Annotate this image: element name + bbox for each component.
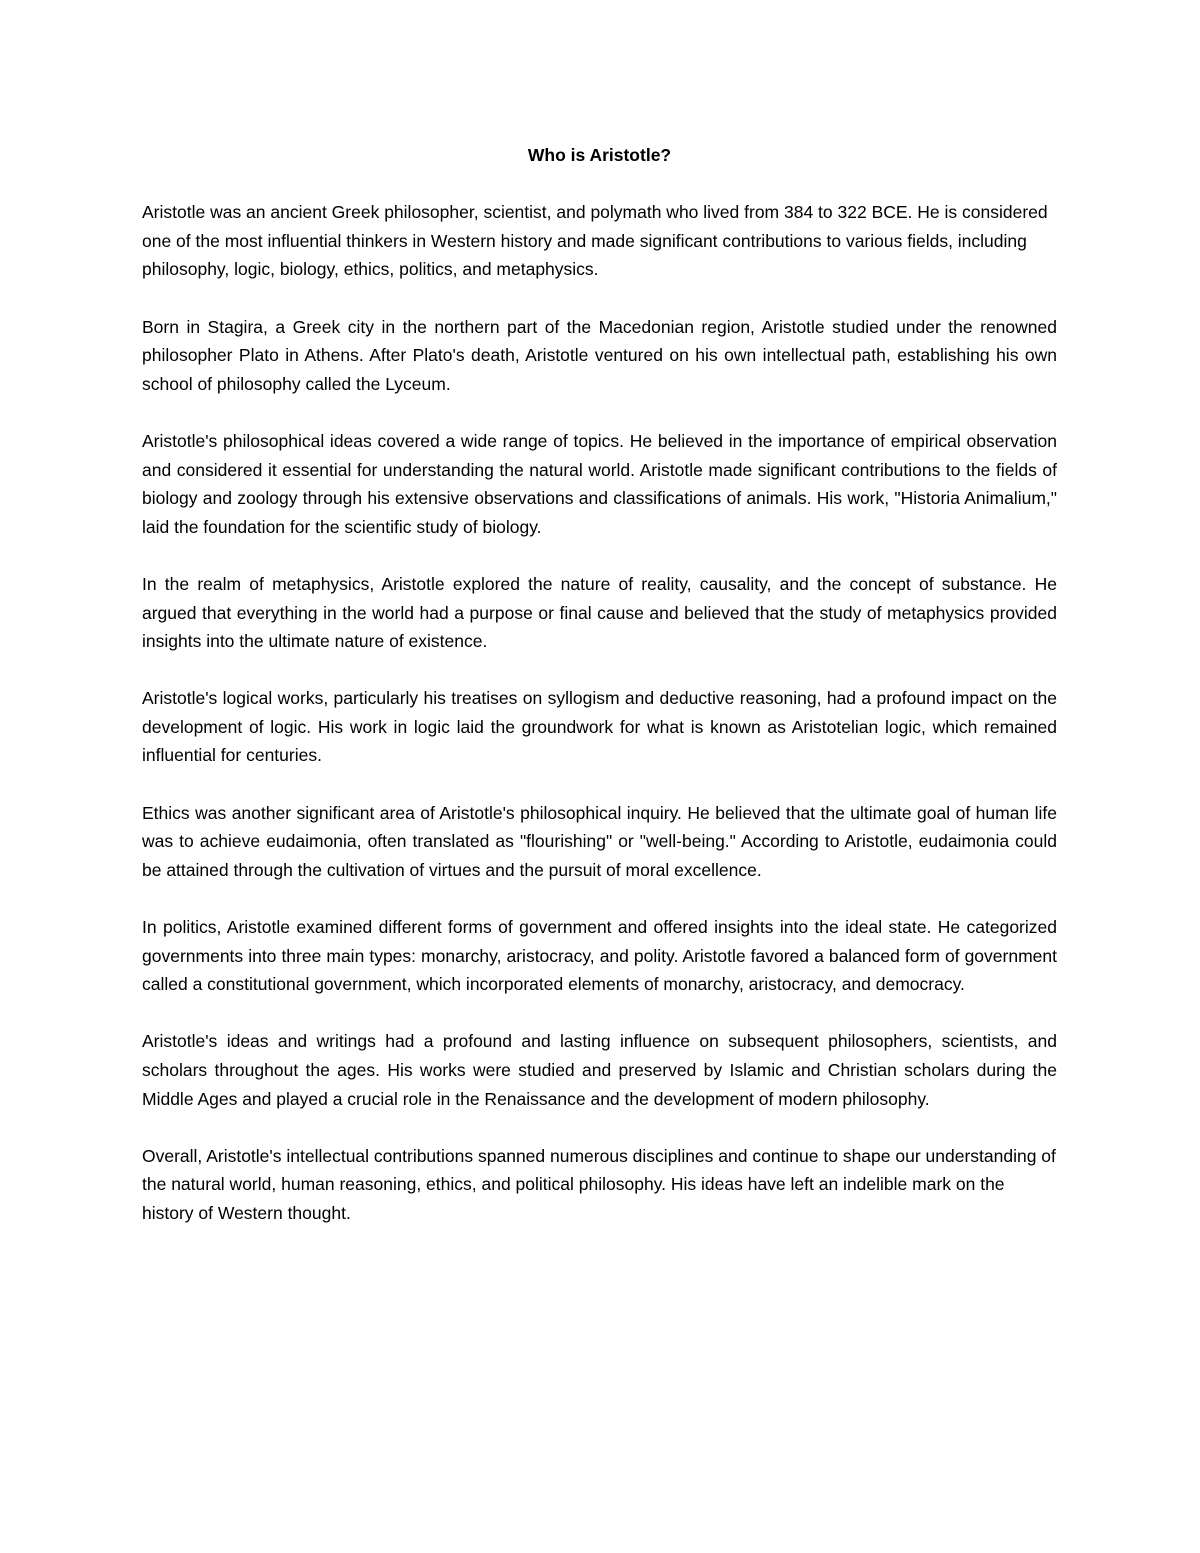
paragraph-conclusion: Overall, Aristotle's intellectual contributions spanned numerous disciplines and continue to shape our understanding of the natural world, human reasoning, ethics, and political philosophy. His ideas have left an indelible mark on the history of Western thought. <box>142 1145 1056 1223</box>
document-title: Who is Aristotle? <box>527 145 672 165</box>
paragraph-metaphysics: In the realm of metaphysics, Aristotle explored the nature of reality, causality, and the concept of substance. He argued that everything in the world had a purpose or final cause and believed that the study of metaphysics provided insights into the ultimate nature of existence. <box>142 573 1057 652</box>
paragraph-logic: Aristotle's logical works, particularly his treatises on syllogism and deductive reasoning, had a profound impact on the development of logic. His work in logic laid the groundwork for what is known as Aristotelian logic, which remained influential for centuries. <box>142 688 1057 766</box>
paragraph-early-life: Born in Stagira, a Greek city in the northern part of the Macedonian region, Aristotle studied under the renowned philosopher Plato in Athens. After Plato's death, Aristotle ventured on his own intellectual path, establishing his own school of philosophy called the Lyceum. <box>142 316 1057 394</box>
paragraph-influence: Aristotle's ideas and writings had a profound and lasting influence on subsequent philosophers, scientists, and scholars throughout the ages. His works were studied and preserved by Islamic and Christian scholars during the Middle Ages and played a crucial role in the Renaissance and the development of modern philosophy. <box>142 1031 1057 1109</box>
paragraph-ethics: Ethics was another significant area of Aristotle's philosophical inquiry. He believed that the ultimate goal of human life was to achieve eudaimonia, often translated as "flourishing" or "well-being." According to Aristotle, eudaimonia could be attained through the cultivation of virtues and the pursuit of moral excellence. <box>142 802 1057 880</box>
paragraph-philosophical-ideas: Aristotle's philosophical ideas covered a wide range of topics. He believed in the importance of empirical observation and considered it essential for understanding the natural world. Aristotle made significant contributions to the fields of biology and zoology through his extensive observations and classifications of animals. His work, "Historia Animalium," laid the foundation for the scientific study of biology. <box>142 430 1057 537</box>
document-body <box>142 141 1057 1256</box>
paragraph-politics: In politics, Aristotle examined different forms of government and offered insights into the ideal state. He categorized governments into three main types: monarchy, aristocracy, and polity. Aristotle favored a balanced form of government called a constitutional government, which incorporated elements of monarchy, aristocracy, and democracy. <box>142 917 1057 995</box>
paragraph-intro: Aristotle was an ancient Greek philosopher, scientist, and polymath who lived from 384 to 322 BCE. He is considered one of the most influential thinkers in Western history and made significant contributions to various fields, including philosophy, logic, biology, ethics, politics, and metaphysics. <box>142 202 1048 280</box>
